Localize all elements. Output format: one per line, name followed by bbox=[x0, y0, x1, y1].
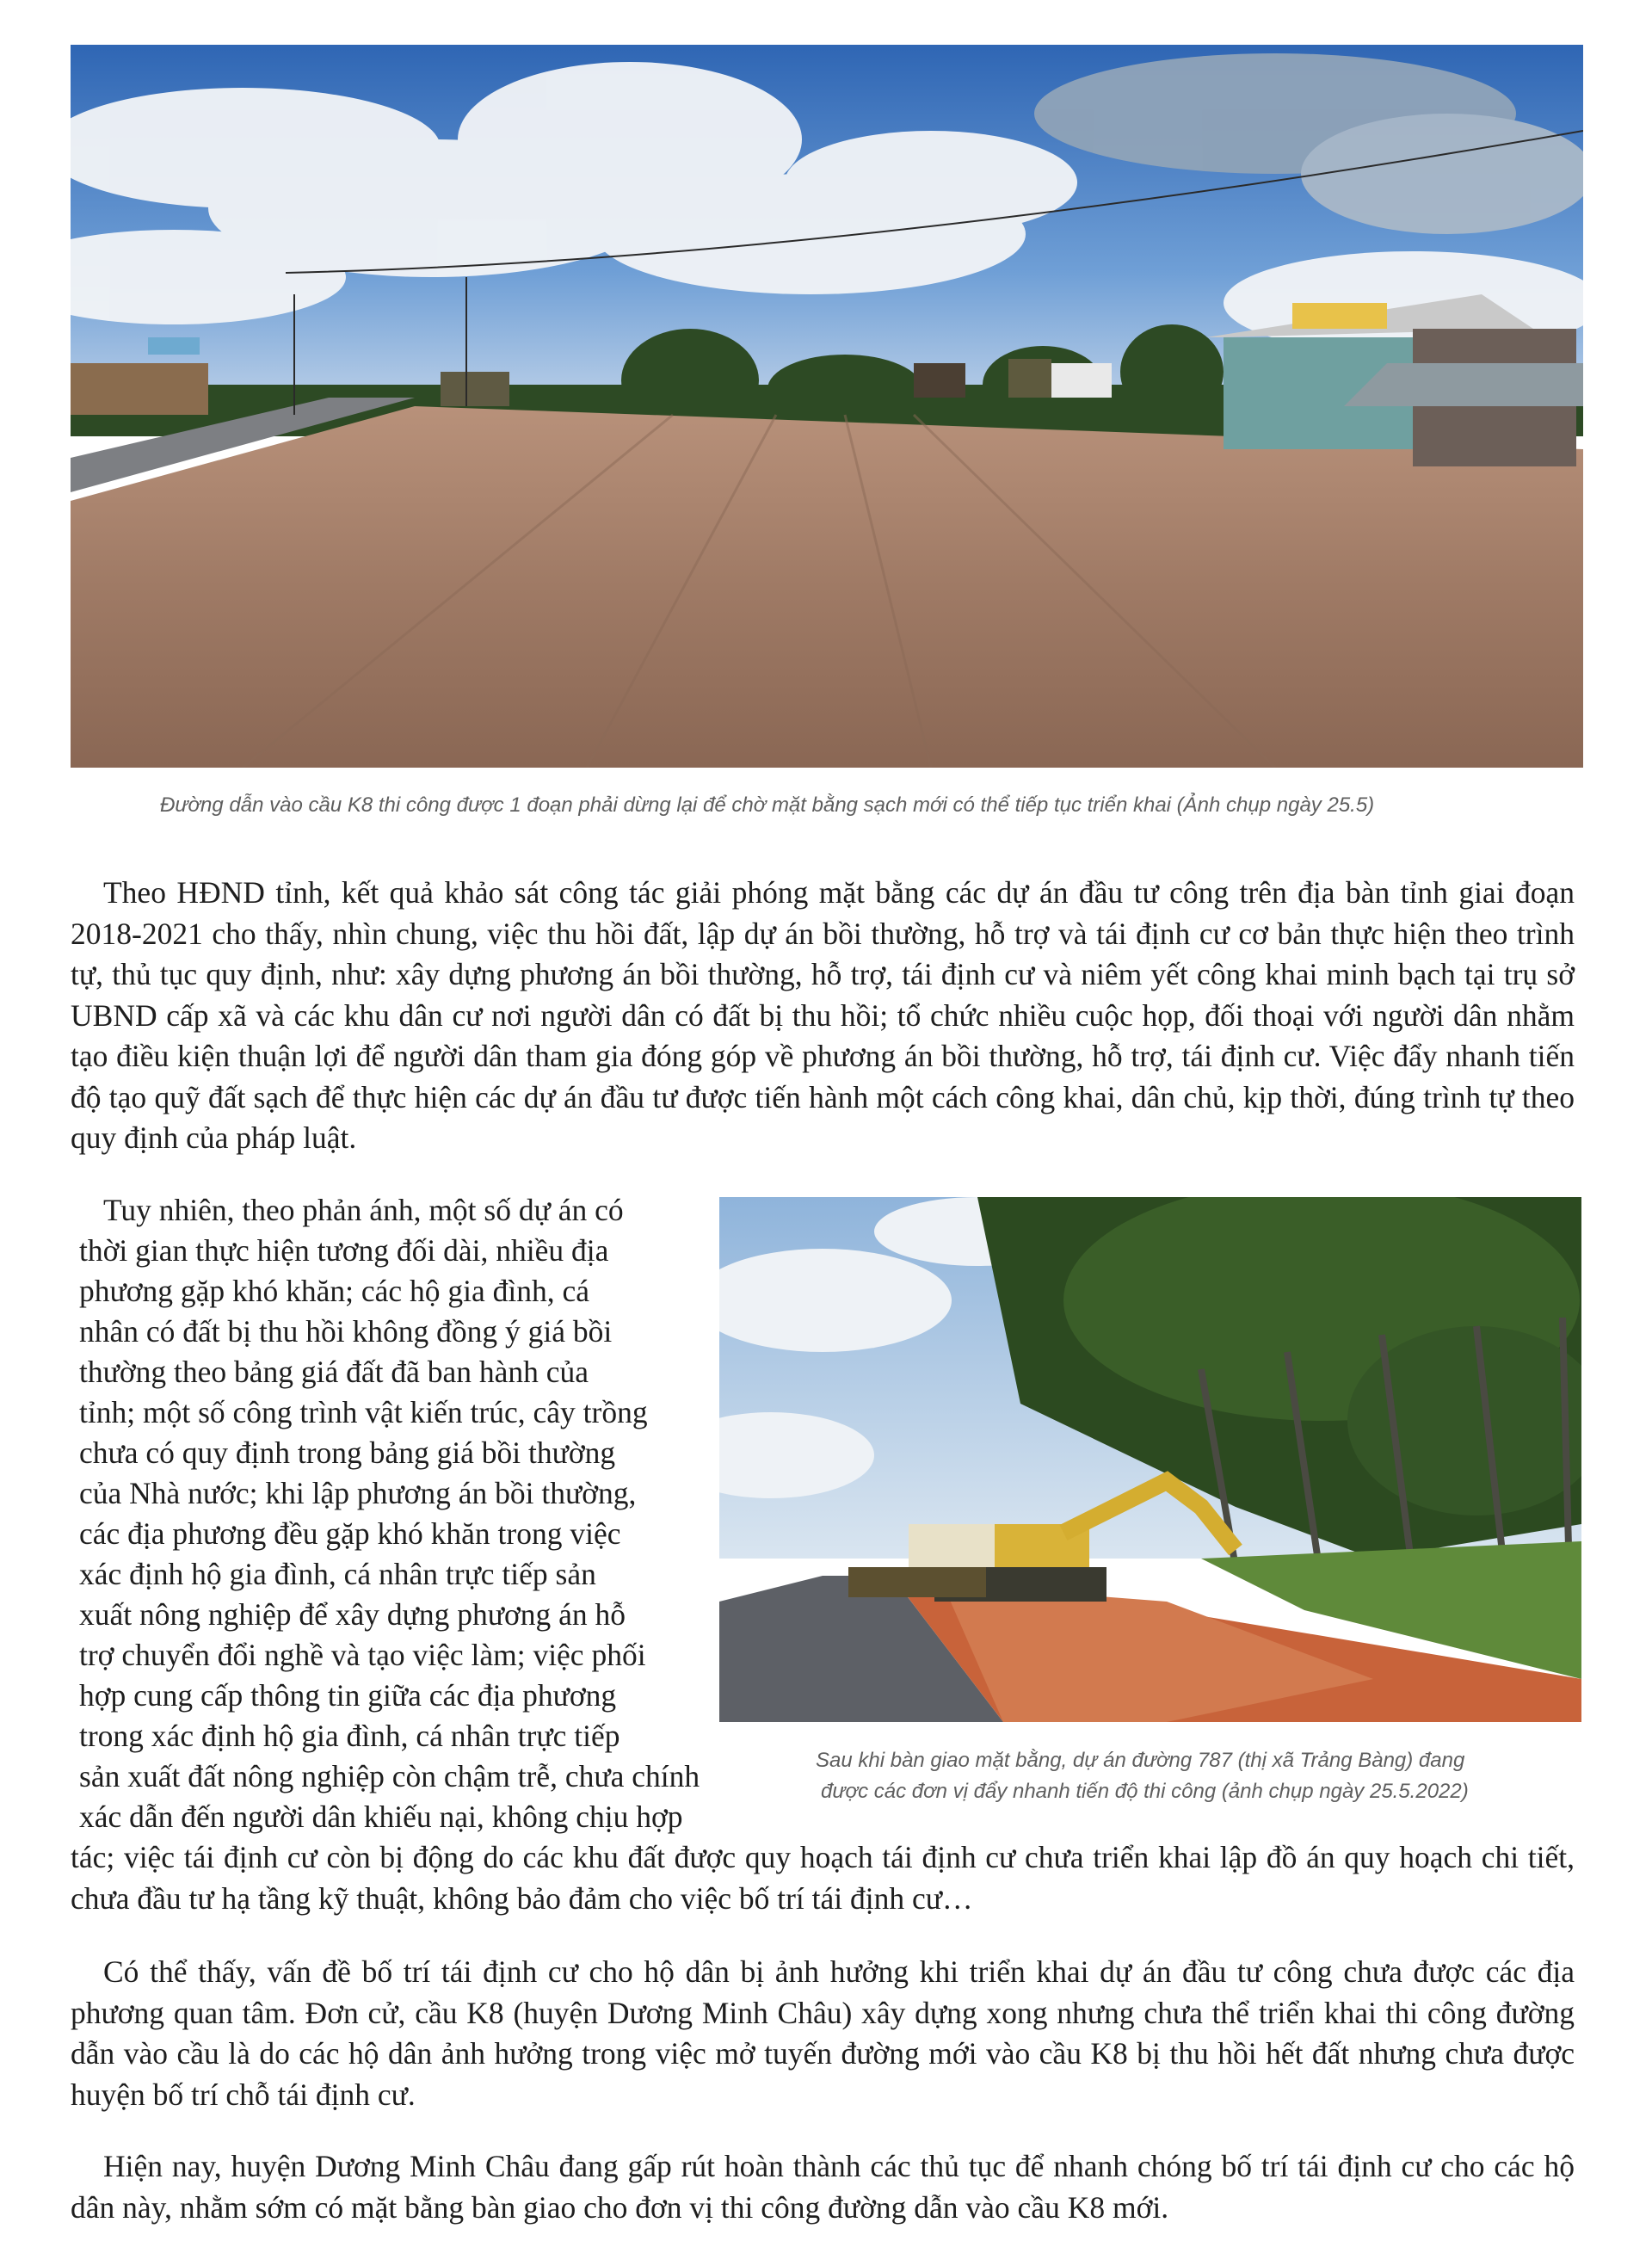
paragraph-2-line: tỉnh; một số công trình vật kiến trúc, cây trồng bbox=[79, 1395, 648, 1429]
paragraph-4: Hiện nay, huyện Dương Minh Châu đang gấp rút hoàn thành các thủ tục để nhanh chóng bố trí tái định cư cho các hộ dân này, nhằm sớm có mặt bằng bàn giao cho đơn vị thi công đường dẫn vào cầu K8 mới. bbox=[71, 2149, 1575, 2225]
paragraph-3: Có thể thấy, vấn đề bố trí tái định cư cho hộ dân bị ảnh hưởng khi triển khai dự án đầu tư công chưa được các địa phương quan tâm. Đơn cử, cầu K8 (huyện Dương Minh Châu) xây dựng xong nhưng chưa thể triển khai thi công đường dẫn vào cầu là do các hộ dân ảnh hưởng trong việc mở tuyến đường mới vào cầu K8 bị thu hồi hết đất nhưng chưa được huyện bố trí chỗ tái định cư. bbox=[71, 1954, 1575, 2112]
paragraph-2-line: trong xác định hộ gia đình, cá nhân trực tiếp bbox=[79, 1719, 620, 1753]
paragraph-2-tail: tác; việc tái định cư còn bị động do các khu đất được quy hoạch tái định cư chưa triển khai lập đồ án quy hoạch chi tiết, chưa đầu tư hạ tầng kỹ thuật, không bảo đảm cho việc bố trí tái định cư… bbox=[71, 1840, 1575, 1916]
paragraph-2-line: chưa có quy định trong bảng giá bồi thường bbox=[79, 1435, 616, 1470]
paragraph-2-line: sản xuất đất nông nghiệp còn chậm trễ, chưa chính bbox=[79, 1759, 700, 1793]
paragraph-2-line: Tuy nhiên, theo phản ánh, một số dự án có bbox=[103, 1193, 624, 1227]
paragraph-2-line: nhân có đất bị thu hồi không đồng ý giá bồi bbox=[79, 1314, 613, 1349]
paragraph-1: Theo HĐND tỉnh, kết quả khảo sát công tác giải phóng mặt bằng các dự án đầu tư công trên địa bàn tỉnh giai đoạn 2018-2021 cho thấy, nhìn chung, việc thu hồi đất, lập dự án bồi thường, hỗ trợ và tái định cư cơ bản thực hiện theo trình tự, thủ tục quy định, như: xây dựng phương án bồi thường, hỗ trợ, tái định cư và niêm yết công khai minh bạch tại trụ sở UBND cấp xã và các khu dân cư nơi người dân có đất bị thu hồi; tổ chức nhiều cuộc họp, đối thoại với người dân nhằm tạo điều kiện thuận lợi để người dân tham gia đóng góp về phương án bồi thường, hỗ trợ, tái định cư. Việc đẩy nhanh tiến độ tạo quỹ đất sạch để thực hiện các dự án đầu tư được tiến hành một cách công khai, dân chủ, kịp thời, đúng trình tự theo quy định của pháp luật. bbox=[71, 875, 1575, 1155]
paragraph-2-line: xuất nông nghiệp để xây dựng phương án hỗ bbox=[79, 1597, 626, 1632]
paragraph-2-line: thời gian thực hiện tương đối dài, nhiều địa bbox=[79, 1233, 609, 1268]
paragraph-2-line: thường theo bảng giá đất đã ban hành của bbox=[79, 1355, 589, 1389]
photo1-caption: Đường dẫn vào cầu K8 thi công được 1 đoạn phải dừng lại để chờ mặt bằng sạch mới có thể tiếp tục triển khai (Ảnh chụp ngày 25.5) bbox=[160, 793, 1375, 817]
paragraph-2-line: trợ chuyển đổi nghề và tạo việc làm; việc phối bbox=[79, 1638, 646, 1672]
paragraph-2-line: phương gặp khó khăn; các hộ gia đình, cá bbox=[79, 1274, 590, 1308]
paragraph-2-line: xác dẫn đến người dân khiếu nại, không chịu hợp bbox=[79, 1799, 683, 1834]
photo2-caption bbox=[816, 1745, 1590, 1807]
paragraph-2-line: các địa phương đều gặp khó khăn trong việc bbox=[79, 1516, 621, 1551]
road-construction-photo bbox=[71, 45, 1583, 768]
photo2-caption-line: Sau khi bàn giao mặt bằng, dự án đường 787 (thị xã Trảng Bàng) đang bbox=[816, 1749, 1465, 1772]
photo2-caption-line: được các đơn vị đẩy nhanh tiến độ thi công (ảnh chụp ngày 25.5.2022) bbox=[821, 1780, 1469, 1803]
paragraph-2-line: hợp cung cấp thông tin giữa các địa phương bbox=[79, 1678, 617, 1713]
paragraph-2-line: của Nhà nước; khi lập phương án bồi thường, bbox=[79, 1476, 637, 1510]
paragraph-2-line: xác định hộ gia đình, cá nhân trực tiếp sản bbox=[79, 1557, 596, 1591]
excavator-roadwork-photo bbox=[719, 1197, 1581, 1722]
